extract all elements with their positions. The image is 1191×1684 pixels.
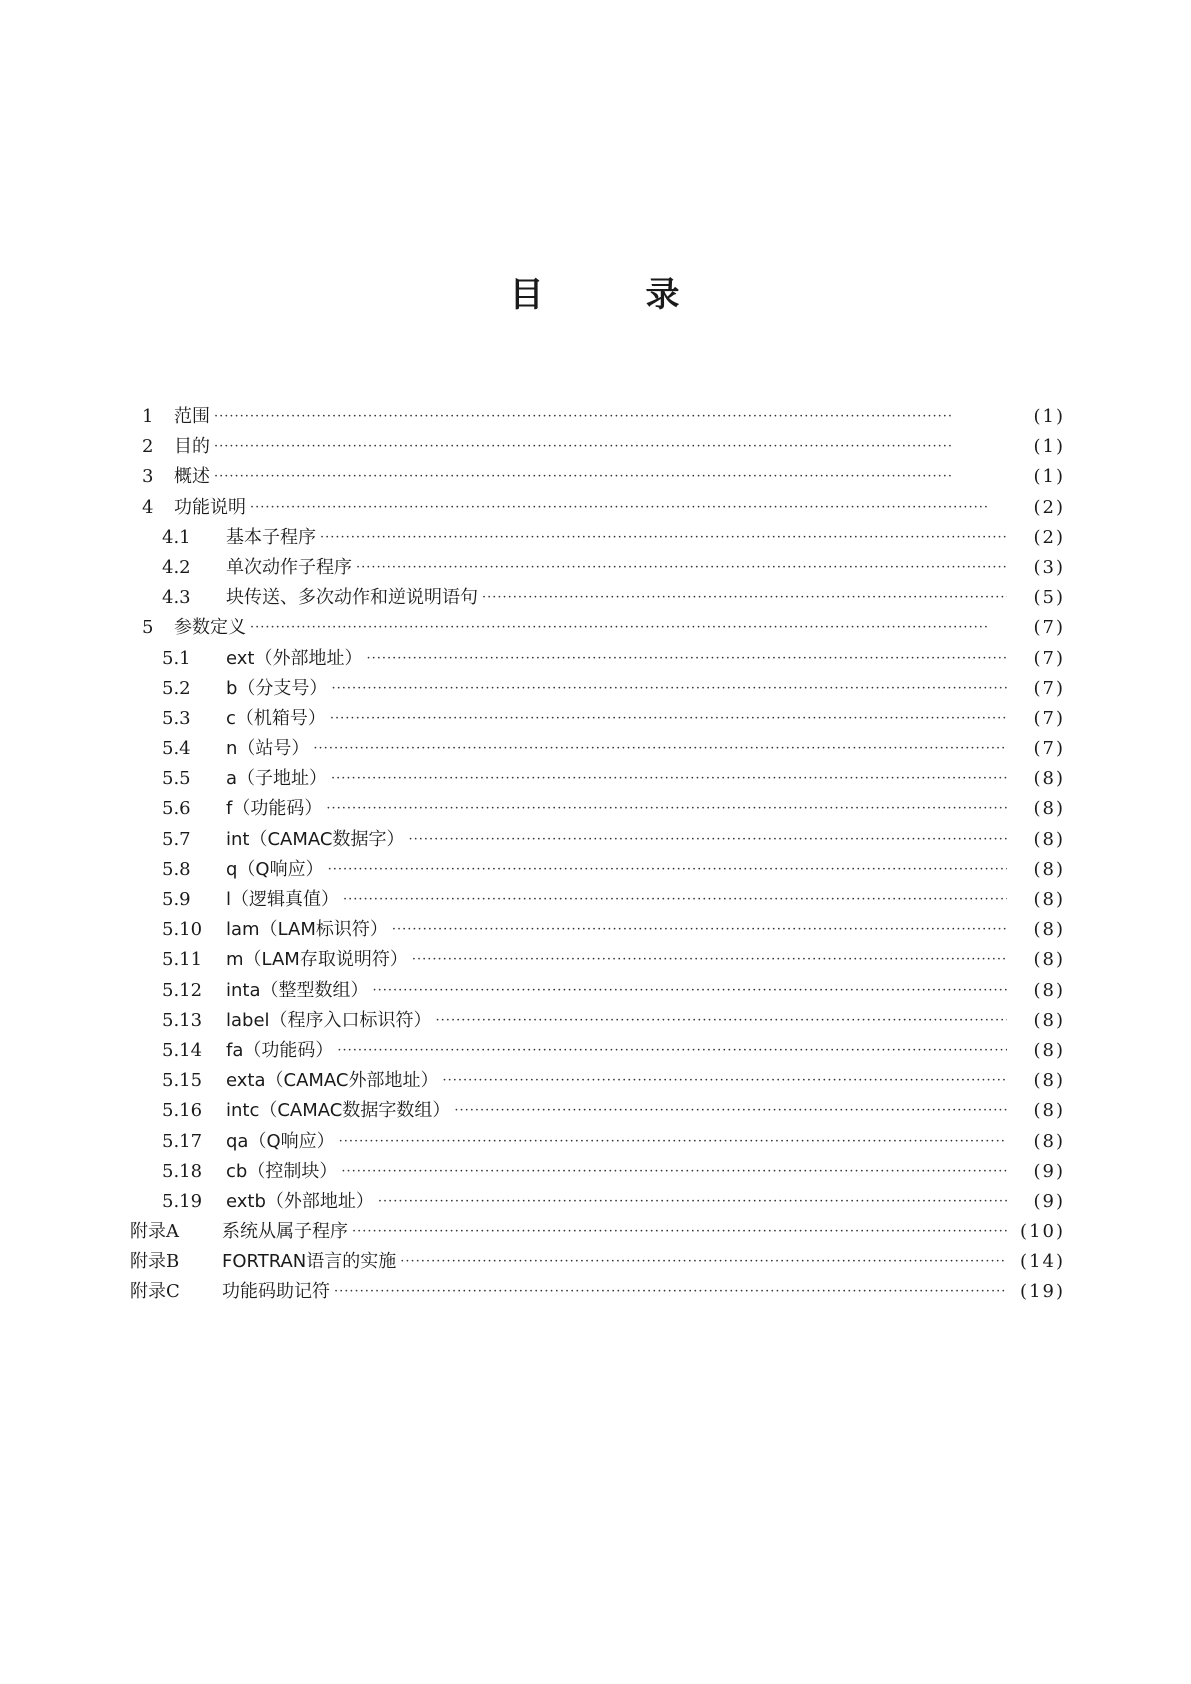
toc-entry-page: (7) (1033, 617, 1065, 639)
toc-dot-leader (250, 620, 1007, 635)
toc-entry[interactable] (130, 402, 1065, 432)
toc-entry-page: (1) (1033, 406, 1065, 427)
toc-entry-title: intc（CAMAC数据字数组） (226, 1100, 451, 1122)
toc-entry-number: 5.6 (162, 798, 191, 820)
toc-entry-title: int（CAMAC数据字） (226, 828, 405, 850)
toc-entry[interactable] (130, 644, 1065, 674)
toc-dot-leader (436, 1013, 1007, 1028)
toc-dot-leader (214, 409, 1007, 424)
toc-entry-number: 2 (142, 436, 154, 458)
toc-entry-page: (7) (1033, 707, 1065, 729)
toc-entry[interactable] (130, 613, 1065, 643)
toc-entry-page: (19) (1020, 1281, 1065, 1303)
toc-entry-title: l（逻辑真值） (226, 889, 340, 910)
toc-entry-number: 5.2 (162, 677, 191, 699)
toc-dot-leader (392, 922, 1007, 937)
toc-entry-number: 5.8 (162, 858, 191, 880)
toc-entry[interactable] (130, 794, 1065, 824)
toc-dot-leader (400, 1254, 1007, 1269)
toc-entry-title: exta（CAMAC外部地址） (226, 1070, 439, 1092)
toc-entry[interactable] (130, 1247, 1065, 1277)
toc-entry[interactable] (130, 1127, 1065, 1157)
toc-dot-leader (378, 1194, 1007, 1209)
toc-entry[interactable] (130, 583, 1065, 613)
toc-entry-page: (8) (1033, 828, 1065, 850)
toc-entry[interactable] (130, 885, 1065, 915)
toc-dot-leader (334, 1284, 1007, 1299)
toc-entry-page: (10) (1020, 1221, 1065, 1243)
toc-entry-title: 功能码助记符 (222, 1281, 330, 1303)
page-title-part2: 录 (645, 274, 682, 315)
toc-entry-number: 4.1 (162, 526, 191, 548)
toc-entry[interactable] (130, 1187, 1065, 1217)
toc-entry-title: 功能说明 (174, 496, 246, 518)
toc-entry-title: ext（外部地址） (226, 647, 363, 669)
toc-entry-title: extb（外部地址） (226, 1190, 374, 1212)
toc-entry-page: (8) (1033, 768, 1065, 790)
toc-entry[interactable] (130, 462, 1065, 492)
toc-dot-leader (328, 862, 1007, 877)
toc-entry-page: (8) (1033, 919, 1065, 941)
toc-entry-title: 参数定义 (174, 617, 246, 639)
toc-entry-page: (8) (1033, 889, 1065, 910)
toc-entry-page: (8) (1033, 798, 1065, 820)
toc-entry-page: (8) (1033, 1009, 1065, 1031)
toc-entry-page: (8) (1033, 1100, 1065, 1122)
toc-entry-title: 概述 (174, 466, 210, 488)
toc-entry-number: 5.13 (162, 1009, 203, 1031)
toc-dot-leader (366, 651, 1007, 666)
toc-entry-number: 5.3 (162, 707, 191, 729)
toc-entry[interactable] (130, 1066, 1065, 1096)
toc-entry-page: (5) (1033, 587, 1065, 609)
toc-entry-page: (8) (1033, 1130, 1065, 1152)
toc-dot-leader (356, 560, 1007, 575)
toc-entry-page: (8) (1033, 1039, 1065, 1061)
toc-dot-leader (320, 530, 1007, 545)
toc-entry-page: (8) (1033, 979, 1065, 1001)
toc-entry-title: FORTRAN语言的实施 (222, 1251, 397, 1273)
toc-entry-title: b（分支号） (226, 677, 328, 699)
toc-entry-number: 5.12 (162, 979, 203, 1001)
toc-entry[interactable] (130, 432, 1065, 462)
toc-dot-leader (412, 952, 1007, 967)
toc-entry-number: 5.15 (162, 1070, 203, 1092)
toc-entry-title: f（功能码） (226, 798, 323, 820)
toc-entry-number: 5.1 (162, 647, 191, 669)
toc-dot-leader (337, 1043, 1007, 1058)
toc-entry[interactable] (130, 734, 1065, 764)
toc-entry[interactable] (130, 1036, 1065, 1066)
page-title-part1: 目 (509, 274, 546, 315)
toc-entry-title: a（子地址） (226, 768, 328, 790)
toc-entry-title: cb（控制块） (226, 1160, 338, 1182)
toc-entry-page: (2) (1033, 526, 1065, 548)
toc-entry-page: (1) (1033, 466, 1065, 488)
toc-entry-title: fa（功能码） (226, 1039, 334, 1061)
toc-dot-leader (343, 892, 1007, 907)
toc-entry-number: 5.4 (162, 738, 191, 760)
toc-dot-leader (326, 801, 1007, 816)
toc-entry-number: 5.16 (162, 1100, 203, 1122)
toc-entry-page: (1) (1033, 436, 1065, 458)
toc-entry-number: 5.17 (162, 1130, 203, 1152)
toc-entry-page: (2) (1033, 496, 1065, 518)
toc-entry-page: (7) (1033, 677, 1065, 699)
toc-entry-title: label（程序入口标识符） (226, 1009, 432, 1031)
toc-entry[interactable] (130, 764, 1065, 794)
toc-dot-leader (454, 1103, 1007, 1118)
toc-entry-number: 附录C (130, 1281, 180, 1303)
toc-entry-title: n（站号） (226, 738, 310, 760)
toc-entry-number: 附录B (130, 1251, 180, 1273)
toc-entry[interactable] (130, 704, 1065, 734)
toc-entry[interactable] (130, 915, 1065, 945)
toc-dot-leader (331, 771, 1007, 786)
toc-entry-number: 4 (142, 496, 154, 518)
toc-entry-number: 5.5 (162, 768, 191, 790)
toc-entry-title: 系统从属子程序 (222, 1221, 348, 1243)
toc-entry-title: lam（LAM标识符） (226, 919, 388, 941)
toc-dot-leader (330, 711, 1007, 726)
toc-entry[interactable] (130, 855, 1065, 885)
toc-entry[interactable] (130, 1006, 1065, 1036)
toc-dot-leader (331, 681, 1007, 696)
toc-entry-page: (8) (1033, 949, 1065, 971)
toc-entry-title: qa（Q响应） (226, 1130, 335, 1152)
toc-entry[interactable] (130, 1217, 1065, 1247)
toc-dot-leader (442, 1073, 1007, 1088)
toc-entry[interactable] (130, 1277, 1065, 1307)
toc-dot-leader (408, 832, 1007, 847)
toc-dot-leader (352, 1224, 1007, 1239)
toc-dot-leader (339, 1134, 1007, 1149)
toc-entry-number: 5.9 (162, 889, 191, 910)
toc-entry-title: 块传送、多次动作和逆说明语句 (226, 587, 478, 609)
toc-entry-title: inta（整型数组） (226, 979, 369, 1001)
toc-dot-leader (214, 469, 1007, 484)
toc-entry-title: 目的 (174, 436, 210, 458)
toc-entry-number: 5.11 (162, 949, 203, 971)
toc-entry-number: 5.7 (162, 828, 191, 850)
toc-entry-title: 单次动作子程序 (226, 556, 352, 578)
toc-entry-number: 5.19 (162, 1190, 203, 1212)
toc-entry-page: (8) (1033, 1070, 1065, 1092)
page-title (0, 267, 1191, 316)
toc-entry-title: c（机箱号） (226, 707, 326, 729)
toc-dot-leader (250, 500, 1007, 515)
toc-entry-number: 4.3 (162, 587, 191, 609)
toc-entry-page: (9) (1033, 1160, 1065, 1182)
toc-entry-number: 5 (142, 617, 154, 639)
toc-entry[interactable] (130, 1096, 1065, 1126)
toc-entry-number: 4.2 (162, 556, 191, 578)
toc-entry-title: 范围 (174, 406, 210, 427)
toc-entry[interactable] (130, 493, 1065, 523)
toc-dot-leader (341, 1164, 1007, 1179)
toc-entry-number: 3 (142, 466, 154, 488)
toc-entry[interactable] (130, 674, 1065, 704)
toc-entry-page: (14) (1020, 1251, 1065, 1273)
toc-dot-leader (373, 983, 1008, 998)
toc-entry-number: 1 (142, 406, 154, 427)
toc-entry-number: 5.10 (162, 919, 203, 941)
toc-entry-page: (8) (1033, 858, 1065, 880)
toc-entry-page: (7) (1033, 647, 1065, 669)
toc-entry-page: (3) (1033, 556, 1065, 578)
toc-dot-leader (214, 439, 1007, 454)
toc-entry[interactable] (130, 976, 1065, 1006)
toc-dot-leader (482, 590, 1007, 605)
toc-entry-page: (7) (1033, 738, 1065, 760)
toc-entry[interactable] (130, 523, 1065, 553)
toc-entry-number: 5.14 (162, 1039, 203, 1061)
toc-entry[interactable] (130, 945, 1065, 975)
toc-entry-title: q（Q响应） (226, 858, 324, 880)
table-of-contents (130, 402, 1065, 1308)
toc-dot-leader (313, 741, 1007, 756)
toc-entry[interactable] (130, 1157, 1065, 1187)
toc-entry-title: m（LAM存取说明符） (226, 949, 408, 971)
toc-entry[interactable] (130, 825, 1065, 855)
toc-entry-title: 基本子程序 (226, 526, 316, 548)
toc-entry-number: 5.18 (162, 1160, 203, 1182)
toc-entry-number: 附录A (130, 1221, 179, 1243)
toc-entry-page: (9) (1033, 1190, 1065, 1212)
toc-entry[interactable] (130, 553, 1065, 583)
